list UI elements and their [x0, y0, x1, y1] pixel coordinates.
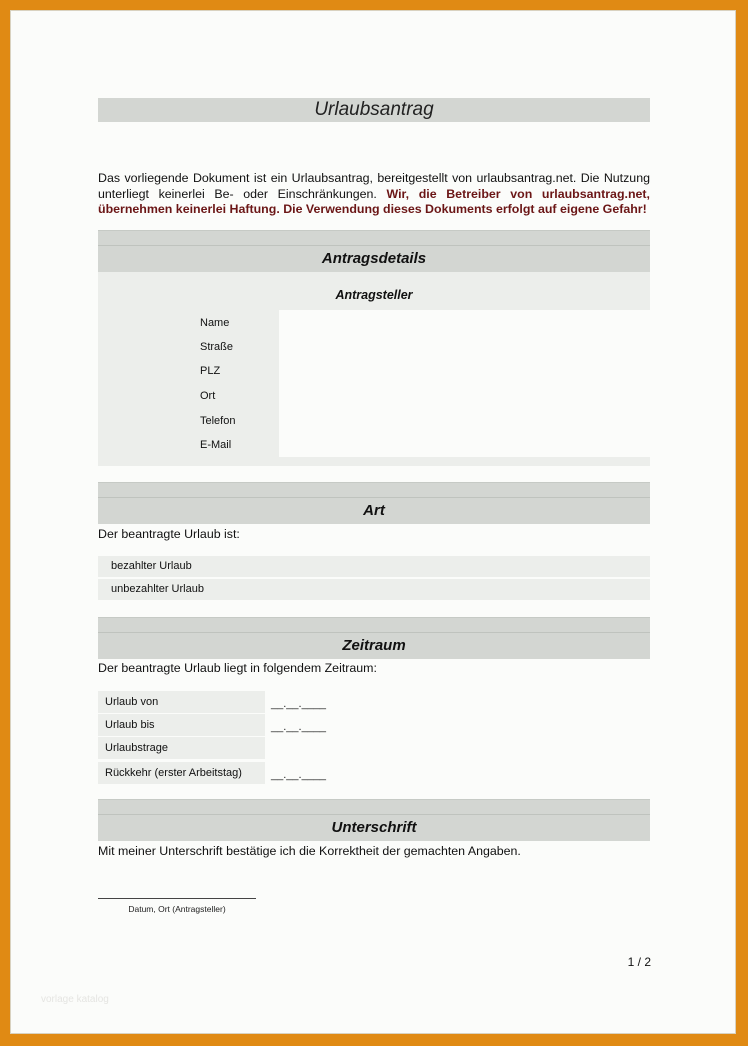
leave-days-label: Urlaubstrage [98, 737, 265, 759]
art-description: Der beantragte Urlaub ist: [98, 527, 240, 541]
section-unterschrift [98, 799, 650, 841]
document-page [10, 10, 736, 1034]
section-heading: Art [363, 502, 385, 519]
field-street-label: Straße [195, 336, 279, 358]
page-number: 1 / 2 [627, 955, 651, 969]
leave-to-value[interactable]: __.__.____ [271, 721, 327, 733]
signature-confirmation: Mit meiner Unterschrift bestätige ich die Korrektheit der gemachten Angaben. [98, 844, 521, 858]
field-phone-label: Telefon [195, 410, 279, 432]
zeitraum-description: Der beantragte Urlaub liegt in folgendem Zeitraum: [98, 661, 377, 675]
applicant-subheading: Antragsteller [335, 288, 413, 302]
signature-line[interactable] [98, 898, 256, 899]
intro-paragraph [98, 171, 650, 218]
section-antragsdetails [98, 230, 650, 272]
return-day-label: Rückkehr (erster Arbeitstag) [98, 762, 265, 784]
section-art [98, 482, 650, 524]
section-zeitraum [98, 617, 650, 659]
option-unpaid-leave[interactable]: unbezahlter Urlaub [98, 579, 650, 600]
signature-caption: Datum, Ort (Antragsteller) [128, 904, 226, 914]
liability-warning: Wir, die Betreiber von urlaubsantrag.net, übernehmen keinerlei Haftung. Die Verwendung dieses Dokuments erfolgt auf eigene Gefahr! [98, 186, 650, 216]
leave-to-label: Urlaub bis [98, 714, 265, 736]
intro-text: Das vorliegende Dokument ist ein Urlaubsantrag, bereitgestellt von urlaubsantrag.net. Die Nutzung unterliegt keinerlei Be- oder Einschränkungen. [98, 171, 650, 201]
section-heading: Unterschrift [331, 819, 417, 836]
field-city-label: Ort [195, 385, 279, 407]
watermark: vorlage katalog [41, 994, 109, 1005]
section-heading: Antragsdetails [321, 250, 427, 267]
option-paid-leave[interactable]: bezahlter Urlaub [98, 556, 650, 577]
document-title: Urlaubsantrag [98, 98, 650, 122]
applicant-input-area[interactable] [279, 310, 650, 457]
leave-from-label: Urlaub von [98, 691, 265, 713]
field-name-label: Name [195, 312, 279, 334]
section-heading: Zeitraum [342, 637, 406, 654]
return-day-value[interactable]: __.__.____ [271, 769, 327, 781]
field-email-label: E-Mail [195, 434, 279, 456]
field-zip-label: PLZ [195, 360, 279, 382]
leave-from-value[interactable]: __.__.____ [271, 698, 327, 710]
